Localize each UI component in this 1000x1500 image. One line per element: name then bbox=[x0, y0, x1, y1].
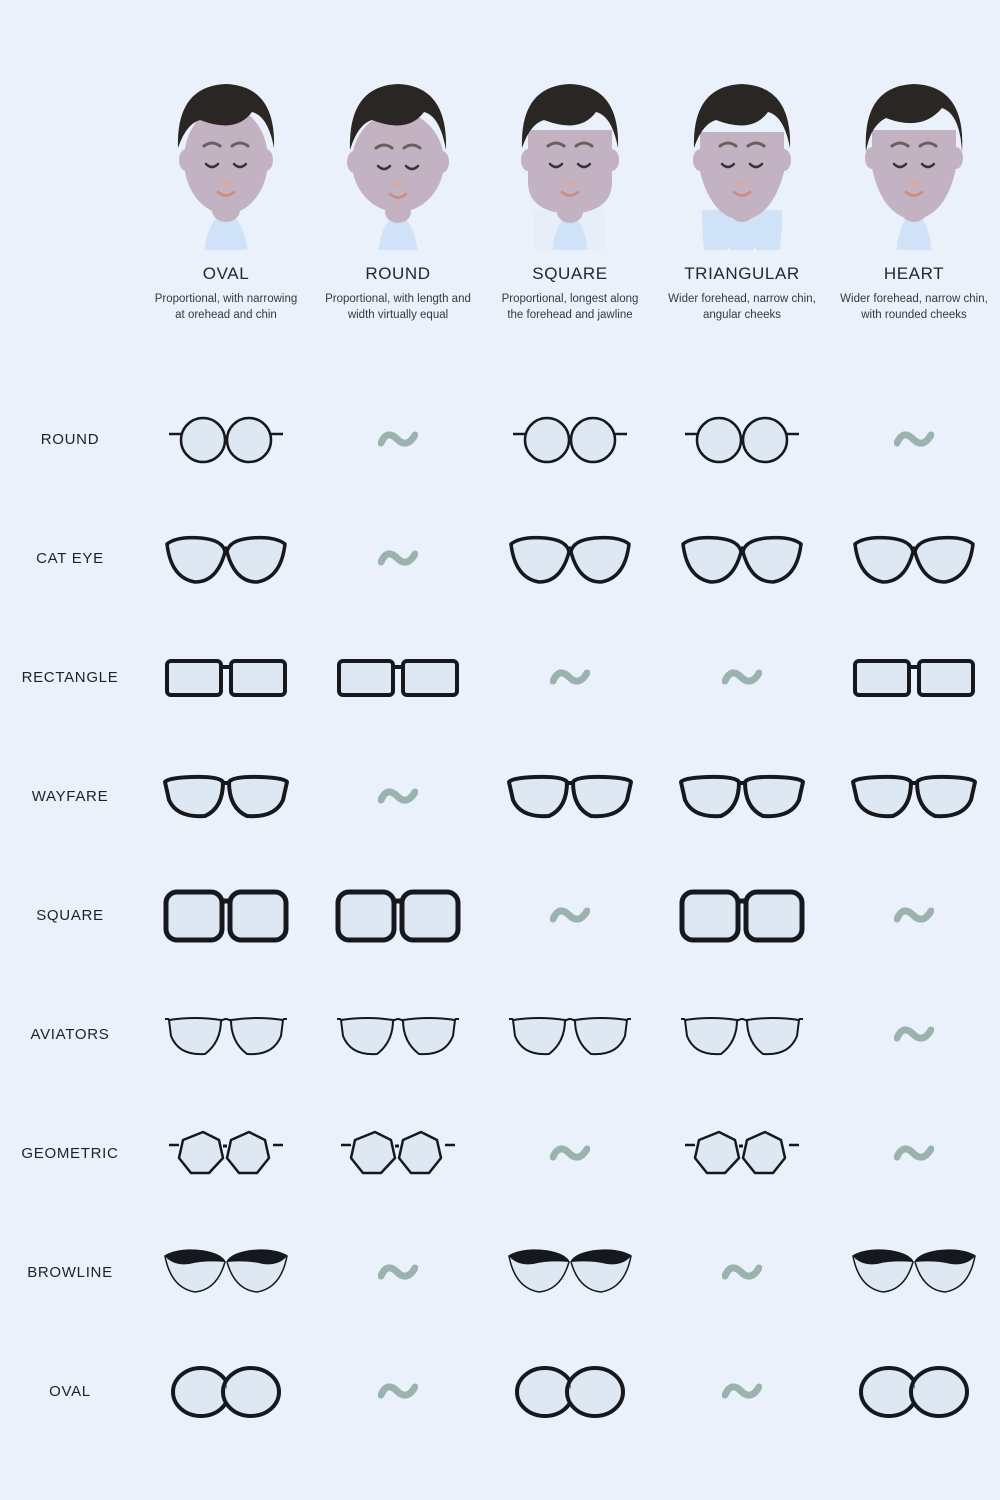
glasses-aviators-icon bbox=[161, 1002, 291, 1068]
cell-cat-eye-triangular bbox=[656, 526, 828, 592]
face-desc-oval: Proportional, with narrowing at orehead and chin bbox=[154, 293, 298, 321]
cell-square-square bbox=[484, 903, 656, 929]
not-recommended-squiggle-icon bbox=[722, 1379, 762, 1405]
face-illustration-heart bbox=[844, 60, 984, 250]
not-recommended-squiggle-icon bbox=[378, 427, 418, 453]
glasses-oval-icon bbox=[849, 1359, 979, 1425]
frame-row-label-square: SQUARE bbox=[36, 907, 104, 924]
glasses-aviators-icon bbox=[333, 1002, 463, 1068]
cell-aviators-heart bbox=[828, 1022, 1000, 1048]
not-recommended-squiggle-icon bbox=[378, 1260, 418, 1286]
not-recommended-squiggle-icon bbox=[894, 1022, 934, 1048]
cell-wayfare-triangular bbox=[656, 764, 828, 830]
cell-round-oval bbox=[140, 407, 312, 473]
frame-row-square bbox=[0, 856, 1000, 975]
face-column-square bbox=[484, 60, 656, 323]
cell-oval-round bbox=[312, 1379, 484, 1405]
glasses-round-icon bbox=[677, 407, 807, 473]
glasses-round-icon bbox=[505, 407, 635, 473]
not-recommended-squiggle-icon bbox=[550, 1141, 590, 1167]
not-recommended-squiggle-icon bbox=[894, 427, 934, 453]
glasses-cat-eye-icon bbox=[677, 526, 807, 592]
face-column-triangular bbox=[656, 60, 828, 323]
not-recommended-squiggle-icon bbox=[378, 546, 418, 572]
glasses-cat-eye-icon bbox=[505, 526, 635, 592]
glasses-browline-icon bbox=[505, 1240, 635, 1306]
glasses-square-icon bbox=[161, 883, 291, 949]
frame-row-aviators bbox=[0, 975, 1000, 1094]
frame-row-label-cat-eye: CAT EYE bbox=[36, 550, 104, 567]
cell-browline-triangular bbox=[656, 1260, 828, 1286]
glasses-wayfare-icon bbox=[505, 764, 635, 830]
cell-wayfare-heart bbox=[828, 764, 1000, 830]
frame-row-label-oval: OVAL bbox=[49, 1383, 91, 1400]
cell-cat-eye-square bbox=[484, 526, 656, 592]
glasses-wayfare-icon bbox=[677, 764, 807, 830]
glasses-cat-eye-icon bbox=[849, 526, 979, 592]
glasses-aviators-icon bbox=[505, 1002, 635, 1068]
cell-browline-square bbox=[484, 1240, 656, 1306]
glasses-geometric-icon bbox=[161, 1121, 291, 1187]
cell-browline-oval bbox=[140, 1240, 312, 1306]
not-recommended-squiggle-icon bbox=[894, 903, 934, 929]
face-illustration-round bbox=[328, 60, 468, 250]
cell-aviators-square bbox=[484, 1002, 656, 1068]
cell-geometric-triangular bbox=[656, 1121, 828, 1187]
cell-round-heart bbox=[828, 427, 1000, 453]
face-desc-triangular: Wider forehead, narrow chin, angular cheeks bbox=[668, 293, 816, 321]
face-illustration-square bbox=[500, 60, 640, 250]
not-recommended-squiggle-icon bbox=[550, 665, 590, 691]
cell-rectangle-oval bbox=[140, 645, 312, 711]
cell-geometric-heart bbox=[828, 1141, 1000, 1167]
frame-row-geometric bbox=[0, 1094, 1000, 1213]
cell-geometric-round bbox=[312, 1121, 484, 1187]
face-illustration-triangular bbox=[672, 60, 812, 250]
frame-row-label-rectangle: RECTANGLE bbox=[21, 669, 119, 686]
face-name-oval: OVAL bbox=[202, 264, 250, 283]
cell-square-oval bbox=[140, 883, 312, 949]
cell-browline-heart bbox=[828, 1240, 1000, 1306]
face-desc-square: Proportional, longest along the forehead and jawline bbox=[501, 293, 639, 321]
cell-wayfare-oval bbox=[140, 764, 312, 830]
cell-cat-eye-round bbox=[312, 546, 484, 572]
cell-aviators-round bbox=[312, 1002, 484, 1068]
face-column-round bbox=[312, 60, 484, 323]
glasses-wayfare-icon bbox=[161, 764, 291, 830]
cell-geometric-oval bbox=[140, 1121, 312, 1187]
glasses-geometric-icon bbox=[333, 1121, 463, 1187]
frame-row-round bbox=[0, 380, 1000, 499]
glasses-browline-icon bbox=[849, 1240, 979, 1306]
frame-row-label-aviators: AVIATORS bbox=[30, 1026, 110, 1043]
not-recommended-squiggle-icon bbox=[378, 1379, 418, 1405]
face-column-heart bbox=[828, 60, 1000, 323]
face-type-header bbox=[140, 60, 1000, 323]
glasses-oval-icon bbox=[505, 1359, 635, 1425]
cell-cat-eye-oval bbox=[140, 526, 312, 592]
frame-row-browline bbox=[0, 1213, 1000, 1332]
not-recommended-squiggle-icon bbox=[378, 784, 418, 810]
frame-row-label-browline: BROWLINE bbox=[27, 1264, 113, 1281]
glasses-round-icon bbox=[161, 407, 291, 473]
cell-oval-heart bbox=[828, 1359, 1000, 1425]
face-desc-heart: Wider forehead, narrow chin, with rounded cheeks bbox=[840, 293, 988, 321]
cell-round-square bbox=[484, 407, 656, 473]
cell-rectangle-square bbox=[484, 665, 656, 691]
cell-rectangle-round bbox=[312, 645, 484, 711]
glasses-geometric-icon bbox=[677, 1121, 807, 1187]
face-name-heart: HEART bbox=[883, 264, 945, 283]
glasses-square-icon bbox=[333, 883, 463, 949]
cell-aviators-oval bbox=[140, 1002, 312, 1068]
glasses-browline-icon bbox=[161, 1240, 291, 1306]
face-column-oval bbox=[140, 60, 312, 323]
cell-cat-eye-heart bbox=[828, 526, 1000, 592]
glasses-wayfare-icon bbox=[849, 764, 979, 830]
face-desc-round: Proportional, with length and width virtually equal bbox=[325, 293, 471, 321]
cell-rectangle-triangular bbox=[656, 665, 828, 691]
face-illustration-oval bbox=[156, 60, 296, 250]
glasses-square-icon bbox=[677, 883, 807, 949]
not-recommended-squiggle-icon bbox=[894, 1141, 934, 1167]
glasses-cat-eye-icon bbox=[161, 526, 291, 592]
cell-geometric-square bbox=[484, 1141, 656, 1167]
cell-oval-square bbox=[484, 1359, 656, 1425]
face-name-triangular: TRIANGULAR bbox=[684, 264, 800, 283]
glasses-oval-icon bbox=[161, 1359, 291, 1425]
cell-oval-triangular bbox=[656, 1379, 828, 1405]
glasses-rectangle-icon bbox=[849, 645, 979, 711]
glasses-aviators-icon bbox=[677, 1002, 807, 1068]
cell-wayfare-round bbox=[312, 784, 484, 810]
frame-row-label-round: ROUND bbox=[40, 431, 100, 448]
glasses-rectangle-icon bbox=[161, 645, 291, 711]
cell-wayfare-square bbox=[484, 764, 656, 830]
frame-row-wayfare bbox=[0, 737, 1000, 856]
frame-row-label-geometric: GEOMETRIC bbox=[21, 1145, 119, 1162]
frame-row-rectangle bbox=[0, 618, 1000, 737]
cell-aviators-triangular bbox=[656, 1002, 828, 1068]
cell-rectangle-heart bbox=[828, 645, 1000, 711]
frame-row-oval bbox=[0, 1332, 1000, 1451]
cell-square-heart bbox=[828, 903, 1000, 929]
cell-square-triangular bbox=[656, 883, 828, 949]
glasses-rectangle-icon bbox=[333, 645, 463, 711]
frame-row-label-wayfare: WAYFARE bbox=[31, 788, 109, 805]
not-recommended-squiggle-icon bbox=[550, 903, 590, 929]
not-recommended-squiggle-icon bbox=[722, 1260, 762, 1286]
not-recommended-squiggle-icon bbox=[722, 665, 762, 691]
frame-compatibility-grid bbox=[0, 380, 1000, 1451]
cell-square-round bbox=[312, 883, 484, 949]
face-name-round: ROUND bbox=[365, 264, 431, 283]
cell-round-round bbox=[312, 427, 484, 453]
cell-oval-oval bbox=[140, 1359, 312, 1425]
cell-round-triangular bbox=[656, 407, 828, 473]
face-name-square: SQUARE bbox=[532, 264, 608, 283]
cell-browline-round bbox=[312, 1260, 484, 1286]
frame-row-cat-eye bbox=[0, 499, 1000, 618]
